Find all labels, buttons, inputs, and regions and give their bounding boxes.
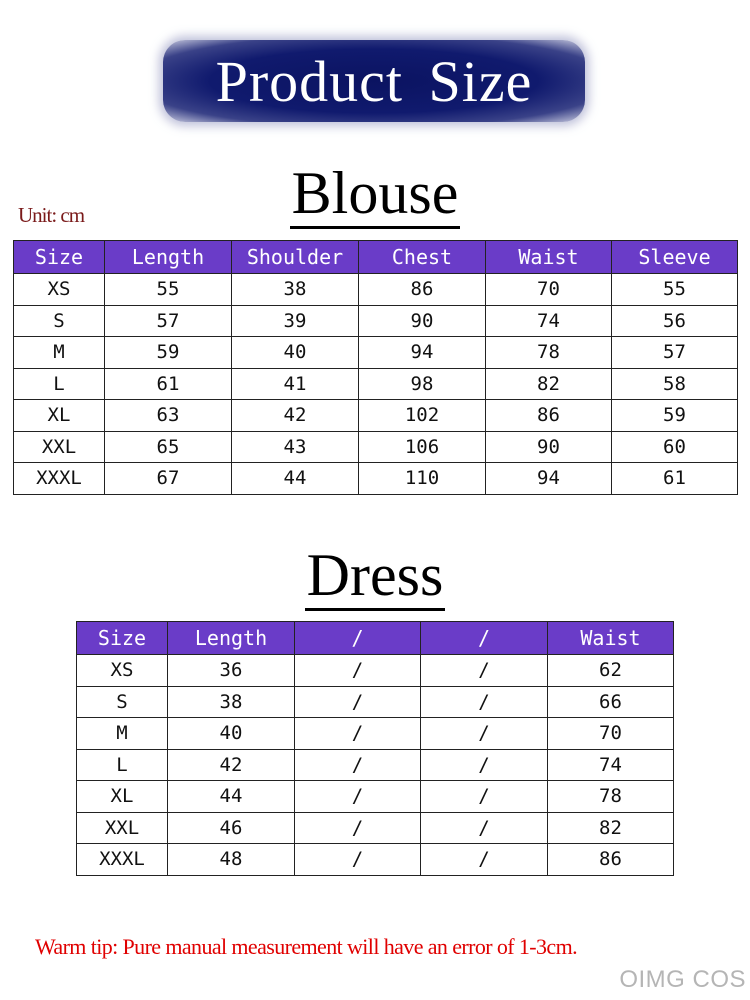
blouse-section-title — [0, 160, 750, 226]
table-cell: 86 — [359, 274, 486, 306]
table-cell: L — [77, 749, 168, 781]
column-header: Chest — [359, 241, 486, 274]
watermark: OIMG COS — [619, 966, 746, 993]
dress-section-title — [0, 542, 750, 608]
table-cell: 86 — [548, 844, 674, 876]
blouse-title: Blouse — [290, 160, 461, 229]
banner-title: Product Size — [215, 48, 533, 114]
table-cell: 61 — [105, 368, 232, 400]
table-cell: 78 — [486, 337, 612, 369]
table-cell: 67 — [105, 463, 232, 495]
table-cell: M — [14, 337, 105, 369]
table-cell: 40 — [232, 337, 359, 369]
table-row — [77, 718, 674, 750]
table-cell: 59 — [105, 337, 232, 369]
column-header: Length — [168, 622, 295, 655]
table-cell: 48 — [168, 844, 295, 876]
table-cell: 56 — [612, 305, 738, 337]
table-cell: XXXL — [77, 844, 168, 876]
table-cell: XS — [77, 655, 168, 687]
table-row — [14, 431, 738, 463]
table-cell: L — [14, 368, 105, 400]
table-cell: 63 — [105, 400, 232, 432]
table-cell: / — [421, 844, 548, 876]
table-cell: / — [295, 655, 421, 687]
table-cell: / — [421, 749, 548, 781]
table-cell: 46 — [168, 812, 295, 844]
table-cell: 36 — [168, 655, 295, 687]
table-cell: 38 — [168, 686, 295, 718]
table-cell: 90 — [486, 431, 612, 463]
table-row — [77, 655, 674, 687]
table-cell: / — [421, 781, 548, 813]
table-cell: 55 — [105, 274, 232, 306]
table-row — [14, 274, 738, 306]
table-cell: / — [421, 718, 548, 750]
table-cell: 70 — [548, 718, 674, 750]
dress-size-table — [76, 621, 674, 876]
column-header: Waist — [486, 241, 612, 274]
table-cell: 82 — [486, 368, 612, 400]
column-header: Waist — [548, 622, 674, 655]
unit-label: Unit: cm — [18, 203, 85, 227]
table-cell: 38 — [232, 274, 359, 306]
table-cell: 40 — [168, 718, 295, 750]
table-cell: 65 — [105, 431, 232, 463]
table-cell: S — [14, 305, 105, 337]
table-cell: 44 — [168, 781, 295, 813]
table-cell: 62 — [548, 655, 674, 687]
table-cell: 86 — [486, 400, 612, 432]
table-header-row — [14, 241, 738, 274]
warm-tip-note: Warm tip: Pure manual measurement will have an error of 1-3cm. — [35, 934, 577, 959]
table-cell: 74 — [486, 305, 612, 337]
table-cell: / — [295, 844, 421, 876]
table-row — [77, 781, 674, 813]
column-header: Size — [14, 241, 105, 274]
column-header: / — [295, 622, 421, 655]
table-cell: 94 — [486, 463, 612, 495]
table-cell: XXL — [14, 431, 105, 463]
table-cell: 42 — [232, 400, 359, 432]
table-cell: / — [295, 812, 421, 844]
table-row — [77, 812, 674, 844]
table-cell: 58 — [612, 368, 738, 400]
table-cell: 39 — [232, 305, 359, 337]
table-row — [77, 749, 674, 781]
table-cell: / — [295, 686, 421, 718]
table-cell: / — [295, 749, 421, 781]
table-cell: 57 — [612, 337, 738, 369]
table-cell: 43 — [232, 431, 359, 463]
column-header: Length — [105, 241, 232, 274]
table-row — [77, 844, 674, 876]
column-header: Size — [77, 622, 168, 655]
blouse-size-table — [13, 240, 738, 495]
table-cell: 44 — [232, 463, 359, 495]
table-cell: 106 — [359, 431, 486, 463]
table-cell: 70 — [486, 274, 612, 306]
table-header-row — [77, 622, 674, 655]
table-cell: / — [421, 655, 548, 687]
table-row — [77, 686, 674, 718]
column-header: / — [421, 622, 548, 655]
table-cell: 74 — [548, 749, 674, 781]
table-cell: 59 — [612, 400, 738, 432]
table-cell: 61 — [612, 463, 738, 495]
table-cell: 94 — [359, 337, 486, 369]
table-cell: / — [295, 718, 421, 750]
table-cell: S — [77, 686, 168, 718]
table-cell: / — [295, 781, 421, 813]
table-cell: 78 — [548, 781, 674, 813]
table-row — [14, 305, 738, 337]
table-row — [14, 368, 738, 400]
table-cell: XXL — [77, 812, 168, 844]
table-cell: XL — [77, 781, 168, 813]
table-cell: XL — [14, 400, 105, 432]
table-cell: 41 — [232, 368, 359, 400]
table-row — [14, 400, 738, 432]
table-cell: 66 — [548, 686, 674, 718]
table-cell: 110 — [359, 463, 486, 495]
table-cell: 102 — [359, 400, 486, 432]
table-cell: / — [421, 812, 548, 844]
table-cell: 82 — [548, 812, 674, 844]
table-cell: 60 — [612, 431, 738, 463]
dress-title: Dress — [305, 542, 446, 611]
table-cell: / — [421, 686, 548, 718]
table-cell: XXXL — [14, 463, 105, 495]
table-cell: 90 — [359, 305, 486, 337]
column-header: Shoulder — [232, 241, 359, 274]
table-cell: M — [77, 718, 168, 750]
table-cell: 55 — [612, 274, 738, 306]
product-size-banner — [163, 40, 585, 122]
table-row — [14, 337, 738, 369]
table-cell: XS — [14, 274, 105, 306]
table-cell: 57 — [105, 305, 232, 337]
column-header: Sleeve — [612, 241, 738, 274]
table-row — [14, 463, 738, 495]
table-cell: 98 — [359, 368, 486, 400]
table-cell: 42 — [168, 749, 295, 781]
